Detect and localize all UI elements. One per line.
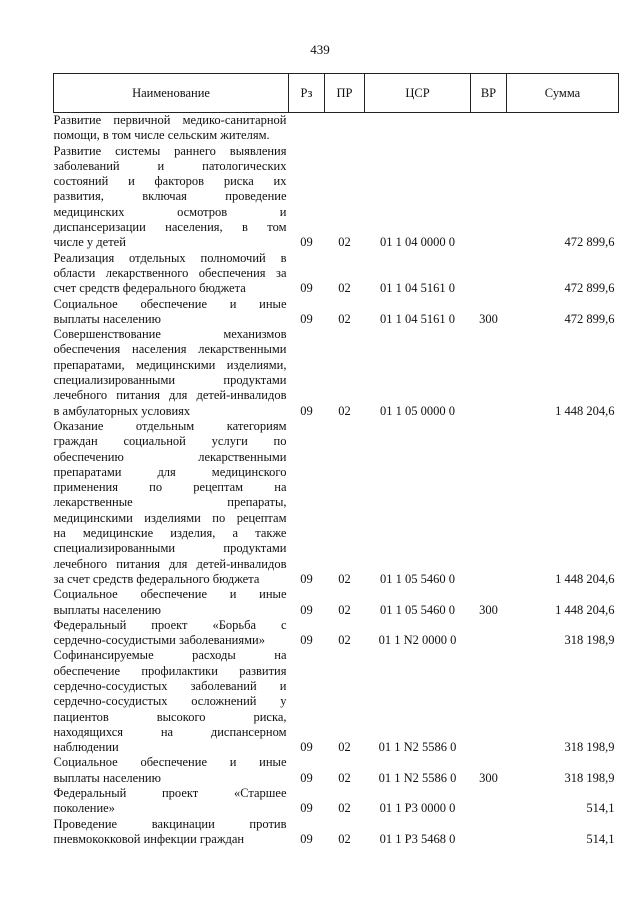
row-sum xyxy=(507,113,619,144)
table-row xyxy=(54,755,619,786)
row-rz: 09 xyxy=(300,235,313,250)
row-name-line: граждан социальной услуги по xyxy=(53,434,287,449)
page-number: 439 xyxy=(310,42,330,57)
row-pr: 02 xyxy=(338,235,351,250)
row-name-line: медицинскими изделиями по рецептам xyxy=(53,510,287,525)
row-sum: 318 198,9 xyxy=(564,740,615,755)
row-name-line: применения по рецептам на xyxy=(53,480,287,495)
row-vr: 300 xyxy=(479,311,498,326)
row-name-line: препаратами для медицинского xyxy=(53,464,287,479)
header-sum: Сумма xyxy=(507,74,619,113)
row-name-line: Социальное обеспечение и иные xyxy=(53,296,287,311)
row-name-line: помощи, в том числе сельским жителям. xyxy=(53,128,270,143)
row-pr: 02 xyxy=(338,770,351,785)
row-vr xyxy=(471,327,507,419)
row-pr: 02 xyxy=(338,571,351,586)
table-row xyxy=(54,251,619,297)
row-name-line: области лекарственного обеспечения за xyxy=(53,265,287,280)
row-rz: 09 xyxy=(300,801,313,816)
table-row xyxy=(54,113,619,144)
row-name xyxy=(54,251,289,297)
row-name xyxy=(54,144,289,251)
row-pr: 02 xyxy=(338,801,351,816)
row-name-line: препаратами, медицинскими изделиями, xyxy=(53,357,287,372)
row-name-line: специализированными продуктами xyxy=(53,373,287,388)
row-name-line: пневмококковой инфекции граждан xyxy=(53,831,245,846)
row-name-line: лечебного питания для детей-инвалидов xyxy=(53,388,287,403)
row-sum: 472 899,6 xyxy=(564,311,615,326)
row-name xyxy=(54,419,289,587)
table-header-row xyxy=(54,74,619,113)
row-name-line: диспансеризации населения, в том xyxy=(53,220,287,235)
row-rz: 09 xyxy=(300,770,313,785)
row-sum: 1 448 204,6 xyxy=(555,403,615,418)
row-rz: 09 xyxy=(300,311,313,326)
row-csr: 01 1 05 5460 0 xyxy=(380,602,455,617)
row-name xyxy=(54,755,289,786)
row-csr: 01 1 P3 0000 0 xyxy=(379,801,456,816)
table-row xyxy=(54,144,619,251)
row-csr: 01 1 05 0000 0 xyxy=(380,403,455,418)
row-name xyxy=(54,648,289,755)
row-sum: 318 198,9 xyxy=(564,633,615,648)
row-name-line: за счет средств федерального бюджета xyxy=(53,571,260,586)
row-rz: 09 xyxy=(300,602,313,617)
table-row xyxy=(54,817,619,848)
header-name: Наименование xyxy=(54,74,289,113)
row-name-line: заболеваний и патологических xyxy=(53,158,287,173)
table-row xyxy=(54,419,619,587)
row-pr xyxy=(325,113,365,144)
row-sum: 318 198,9 xyxy=(564,770,615,785)
row-csr: 01 1 04 0000 0 xyxy=(380,235,455,250)
row-name xyxy=(54,618,289,649)
row-name-line: Реализация отдельных полномочий в xyxy=(53,250,287,265)
row-vr xyxy=(471,648,507,755)
row-rz: 09 xyxy=(300,281,313,296)
row-sum: 472 899,6 xyxy=(564,235,615,250)
row-csr: 01 1 N2 0000 0 xyxy=(378,633,457,648)
row-name-line: лекарственные препараты, xyxy=(53,495,287,510)
row-name-line: на медицинские изделия, а также xyxy=(53,526,287,541)
row-name-line: развития, включая проведение xyxy=(53,189,287,204)
header-csr: ЦСР xyxy=(365,74,471,113)
row-name-line: лечебного питания для детей-инвалидов xyxy=(53,556,287,571)
row-name-line: пациентов высокого риска, xyxy=(53,709,287,724)
row-name-line: Проведение вакцинации против xyxy=(53,816,287,831)
row-name-line: Социальное обеспечение и иные xyxy=(53,755,287,770)
row-name-line: Федеральный проект «Борьба с xyxy=(53,617,287,632)
row-rz: 09 xyxy=(300,633,313,648)
row-vr xyxy=(471,817,507,848)
row-name-line: Софинансируемые расходы на xyxy=(53,648,287,663)
row-pr: 02 xyxy=(338,633,351,648)
row-name-line: поколение» xyxy=(53,801,115,816)
row-rz: 09 xyxy=(300,740,313,755)
table-row xyxy=(54,648,619,755)
table-body xyxy=(54,113,619,848)
row-pr: 02 xyxy=(338,831,351,846)
row-pr: 02 xyxy=(338,602,351,617)
row-name-line: сердечно-сосудистых заболеваний и xyxy=(53,678,287,693)
row-csr xyxy=(365,113,471,144)
table-row xyxy=(54,587,619,618)
row-name-line: наблюдении xyxy=(53,740,119,755)
row-name-line: Федеральный проект «Старшее xyxy=(53,786,287,801)
row-csr: 01 1 P3 5468 0 xyxy=(379,831,456,846)
row-csr: 01 1 04 5161 0 xyxy=(380,311,455,326)
row-name xyxy=(54,817,289,848)
row-sum: 514,1 xyxy=(586,831,615,846)
header-vr: ВР xyxy=(471,74,507,113)
row-sum: 472 899,6 xyxy=(564,281,615,296)
row-rz: 09 xyxy=(300,403,313,418)
row-name-line: медицинских осмотров и xyxy=(53,204,287,219)
row-name-line: Социальное обеспечение и иные xyxy=(53,587,287,602)
table-row xyxy=(54,297,619,328)
row-vr xyxy=(471,113,507,144)
row-pr: 02 xyxy=(338,311,351,326)
row-csr: 01 1 N2 5586 0 xyxy=(378,770,457,785)
header-rz: Рз xyxy=(289,74,325,113)
row-vr xyxy=(471,618,507,649)
row-name-line: обеспечению лекарственными xyxy=(53,449,287,464)
row-sum: 1 448 204,6 xyxy=(555,602,615,617)
row-rz: 09 xyxy=(300,571,313,586)
table-row xyxy=(54,327,619,419)
row-name-line: сердечно-сосудистыми заболеваниями» xyxy=(53,633,265,648)
table-row xyxy=(54,618,619,649)
row-sum: 514,1 xyxy=(586,801,615,816)
row-name-line: состояний и факторов риска их xyxy=(53,174,287,189)
row-name xyxy=(54,786,289,817)
row-name-line: находящихся на диспансерном xyxy=(53,724,287,739)
row-name-line: сердечно-сосудистых осложнений у xyxy=(53,694,287,709)
row-name-line: Развитие системы раннего выявления xyxy=(53,143,287,158)
row-name xyxy=(54,297,289,328)
row-name-line: выплаты населению xyxy=(53,602,161,617)
row-name-line: специализированными продуктами xyxy=(53,541,287,556)
row-vr xyxy=(471,251,507,297)
row-csr: 01 1 N2 5586 0 xyxy=(378,740,457,755)
row-rz xyxy=(289,113,325,144)
row-pr: 02 xyxy=(338,403,351,418)
budget-table xyxy=(53,73,619,847)
row-name-line: Оказание отдельным категориям xyxy=(53,418,287,433)
table-row xyxy=(54,786,619,817)
row-name xyxy=(54,587,289,618)
row-pr: 02 xyxy=(338,740,351,755)
row-sum: 1 448 204,6 xyxy=(555,571,615,586)
row-csr: 01 1 04 5161 0 xyxy=(380,281,455,296)
row-vr: 300 xyxy=(479,770,498,785)
row-vr xyxy=(471,786,507,817)
row-vr xyxy=(471,419,507,587)
row-csr: 01 1 05 5460 0 xyxy=(380,571,455,586)
row-name-line: обеспечения населения лекарственными xyxy=(53,342,287,357)
row-vr: 300 xyxy=(479,602,498,617)
row-name xyxy=(54,113,289,144)
row-vr xyxy=(471,144,507,251)
row-name-line: Совершенствование механизмов xyxy=(53,327,287,342)
row-name-line: выплаты населению xyxy=(53,770,161,785)
header-pr: ПР xyxy=(325,74,365,113)
row-name-line: числе у детей xyxy=(53,235,126,250)
row-name xyxy=(54,327,289,419)
row-name-line: в амбулаторных условиях xyxy=(53,403,191,418)
row-name-line: счет средств федерального бюджета xyxy=(53,281,246,296)
row-pr: 02 xyxy=(338,281,351,296)
row-name-line: Развитие первичной медико-санитарной xyxy=(53,113,287,127)
row-rz: 09 xyxy=(300,831,313,846)
row-name-line: выплаты населению xyxy=(53,311,161,326)
row-name-line: обеспечение профилактики развития xyxy=(53,663,287,678)
